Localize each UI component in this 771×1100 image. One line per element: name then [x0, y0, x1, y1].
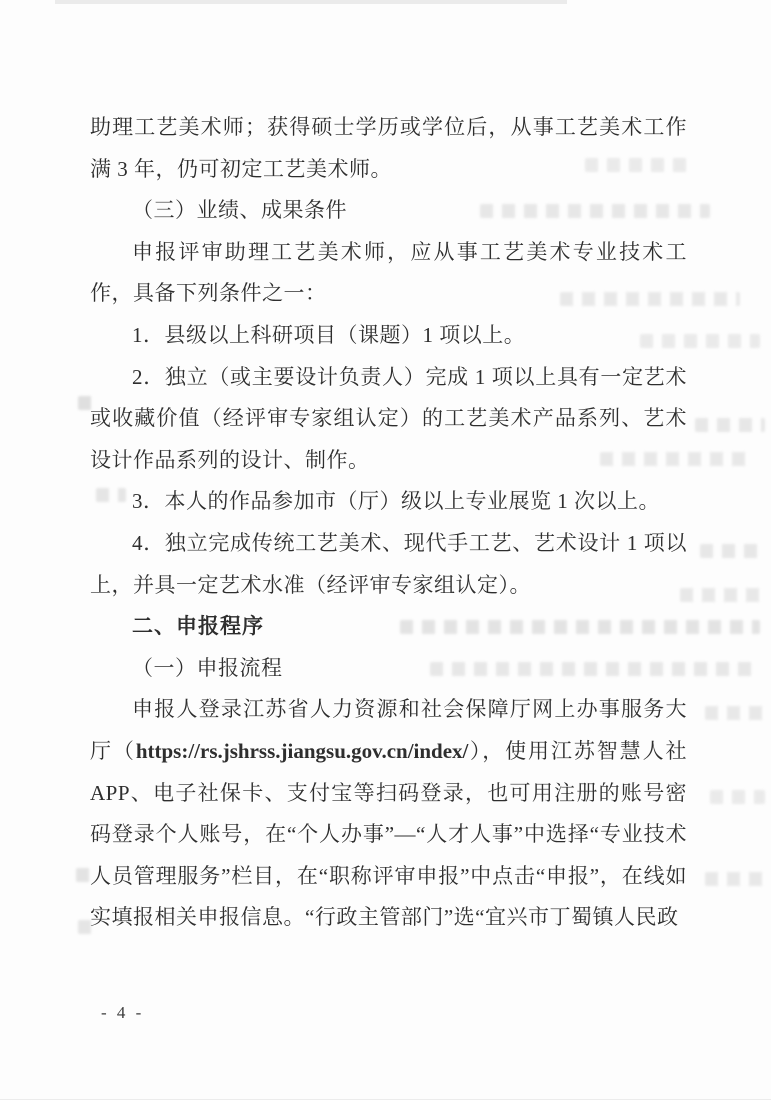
bleed-through-artifact — [680, 588, 765, 602]
paragraph-requirements-intro — [90, 232, 687, 315]
paragraph-text: （三）业绩、成果条件 — [132, 198, 347, 223]
scan-artifact-top-edge — [55, 0, 567, 4]
paragraph-text: 申报评审助理工艺美术师，应从事工艺美术专业技术工作，具备下列条件之一： — [90, 239, 687, 306]
paragraph-text: （一）申报流程 — [132, 655, 283, 680]
bleed-through-artifact — [705, 872, 765, 886]
bleed-through-artifact — [695, 418, 765, 432]
heading-section-2-main — [90, 606, 687, 648]
paragraph-text: 助理工艺美术师；获得硕士学历或学位后，从事工艺美术工作满 3 年，仍可初定工艺美术师。 — [90, 115, 687, 181]
paragraph-text: ），使用江苏智慧人社APP、电子社保卡、支付宝等扫码登录，也可用注册的账号密码登录个人账号，在“个人办事”—“人才人事”中选择“专业技术人员管理服务”栏目，在“职称评审申报”中点击“申报”，在线如实填报相关申报信息。“行政主管部门”选“宜兴市丁蜀镇人民政 — [90, 738, 688, 930]
paragraph-item-4 — [90, 523, 687, 606]
paragraph-item-2 — [90, 357, 687, 482]
paragraph-text: 二、申报程序 — [132, 614, 264, 639]
paragraph-text: 4．独立完成传统工艺美术、现代手工艺、艺术设计 1 项以上，并具一定艺术水准（经评审专家组认定）。 — [90, 530, 687, 597]
bleed-through-artifact — [700, 544, 765, 558]
paragraph-text: 1．县级以上科研项目（课题）1 项以上。 — [132, 322, 526, 347]
heading-subsection-1 — [90, 648, 687, 690]
document-body — [90, 107, 687, 939]
paragraph-application-process — [90, 689, 687, 939]
portal-url-text: https://rs.jshrss.jiangsu.gov.cn/index/ — [135, 738, 469, 763]
paragraph-item-1 — [90, 315, 687, 357]
heading-section-3 — [90, 190, 687, 232]
page-number: - 4 - — [101, 1003, 145, 1022]
bleed-through-artifact — [705, 706, 765, 720]
bleed-through-artifact — [710, 790, 765, 804]
paragraph-text: 3．本人的作品参加市（厅）级以上专业展览 1 次以上。 — [132, 489, 660, 514]
paragraph-text: 2．独立（或主要设计负责人）完成 1 项以上具有一定艺术或收藏价值（经评审专家组认定）的工艺美术产品系列、艺术设计作品系列的设计、制作。 — [90, 364, 687, 472]
paragraph-text: 申报人登录江苏省人力资源和社会保障厅网上办事服务大厅（ — [90, 697, 687, 763]
paragraph-continuation — [90, 107, 687, 190]
paragraph-item-3 — [90, 481, 687, 523]
